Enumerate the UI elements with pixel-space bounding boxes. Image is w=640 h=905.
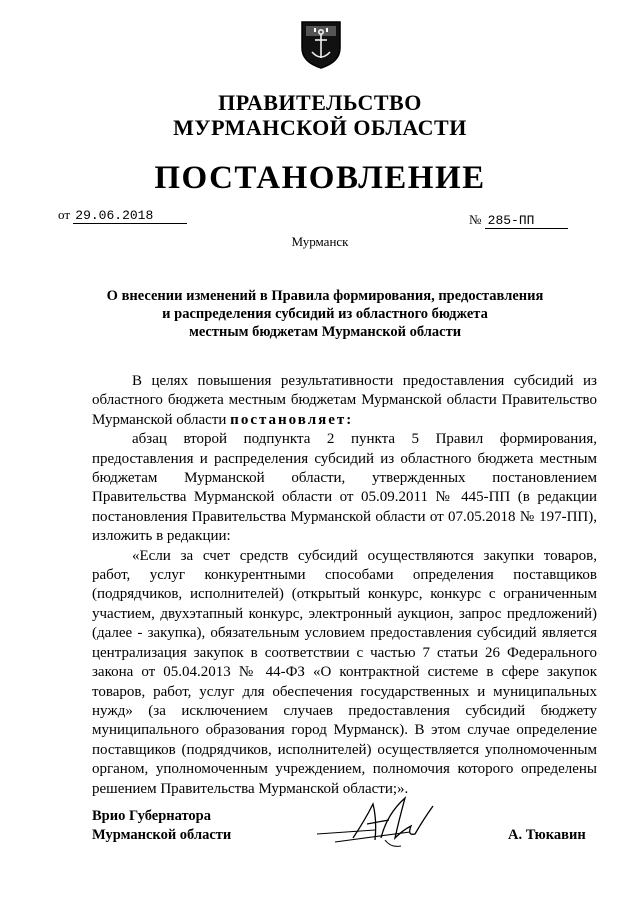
- heading-line1: О внесении изменений в Правила формирования, предоставления: [106, 288, 544, 304]
- paragraph-amendment: абзац второй подпункта 2 пункта 5 Правил формирования, предоставления и распределения субсидий из областного бюджета местным бюджетам Мурманской области, утвержденных постановлением Правительства Мурманской области от 05.09.2011 № 445-ПП (в редакции постановления Правительства Мурманской области от 07.05.2018 № 197-ПП), изложить в редакции:: [92, 431, 597, 545]
- org-name-line1: ПРАВИТЕЛЬСТВО: [218, 90, 422, 115]
- document-type: ПОСТАНОВЛЕНИЕ: [154, 160, 486, 196]
- heading-line2: и распределения субсидий из областного бюджета: [162, 306, 488, 322]
- paragraph-new-wording: «Если за счет средств субсидий осуществляются закупки товаров, работ, услуг конкурентными способами определения поставщиков (подрядчиков, исполнителей) (открытый конкурс, конкурс с ограниченным участием, двухэтапный конкурс, электронный аукцион, запрос предложений) (далее - закупка), обязательным условием предоставления субсидий является централизация закупок в соответствии с частью 7 статьи 26 Федерального закона от 05.04.2013 № 44-ФЗ «О контрактной системе в сфере закупок товаров, работ, услуг для обеспечения государственных и муниципальных нужд» (за исключением случаев предоставления субсидий бюджету муниципального образования город Мурманск). В этом случае определение поставщиков (подрядчиков, исполнителей) осуществляется уполномоченным органом, уполномоченным учреждением, полномочия которого определены решением Правительства Мурманской области;».: [92, 547, 597, 797]
- position-line2: Мурманской области: [92, 827, 232, 843]
- date-line: [58, 207, 187, 224]
- document-date: 29.06.2018: [73, 208, 187, 224]
- document-number: 285-ПП: [485, 213, 568, 229]
- preamble-text: В целях повышения результативности предоставления субсидий из областного бюджета местным бюджетам Мурманской области Правительство Мурманской области: [92, 373, 597, 428]
- resolves-keyword: постановляет:: [230, 411, 354, 428]
- handwritten-signature: [315, 790, 445, 860]
- signatory-name: А. Тюкавин: [508, 827, 586, 843]
- city: Мурманск: [291, 234, 349, 249]
- document-body: [92, 372, 597, 799]
- coat-of-arms-icon: [298, 18, 344, 70]
- date-prefix: от: [58, 207, 71, 222]
- number-prefix: №: [469, 212, 482, 227]
- position-line1: Врио Губернатора: [92, 808, 211, 824]
- paragraph-preamble: [92, 372, 597, 430]
- number-line: [469, 212, 568, 229]
- org-name-line2: МУРМАНСКОЙ ОБЛАСТИ: [173, 115, 467, 140]
- heading-line3: местным бюджетам Мурманской области: [188, 324, 462, 340]
- document-heading: [90, 287, 560, 341]
- signatory-position: [92, 807, 231, 845]
